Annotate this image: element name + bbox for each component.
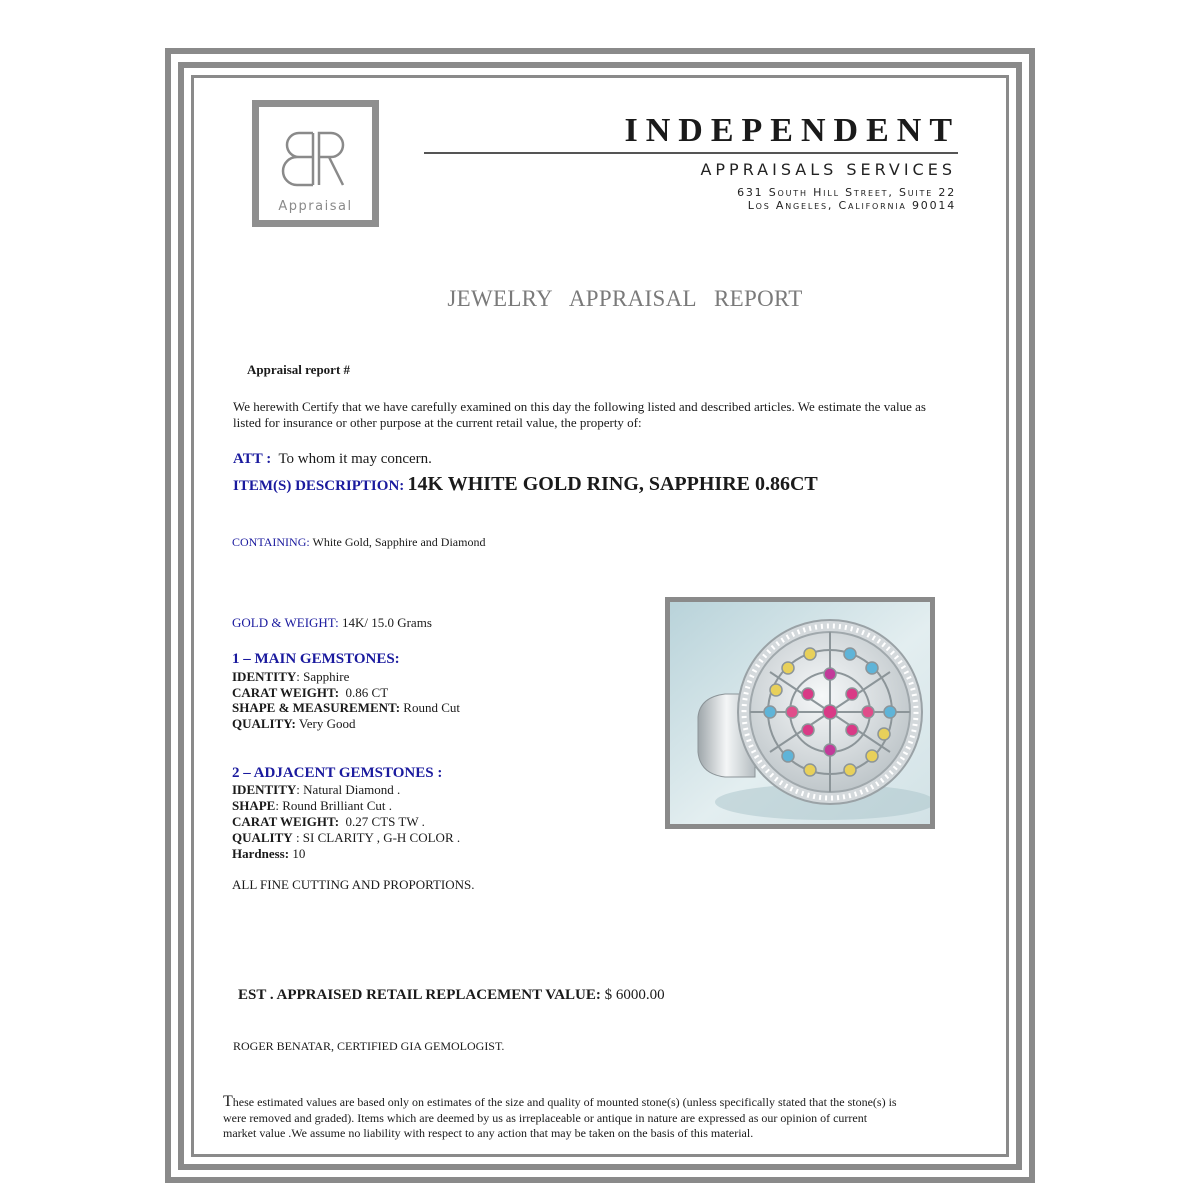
adjacent-quality-label: QUALITY — [232, 830, 293, 845]
br-monogram-icon — [279, 125, 353, 189]
ring-image — [670, 602, 930, 824]
main-shape-label: SHAPE & MEASUREMENT: — [232, 700, 401, 715]
address-line-2: Los Angeles, California 90014 — [747, 199, 956, 212]
main-shape-row — [232, 700, 460, 716]
appraised-value-row — [238, 987, 665, 1004]
appraised-value-label: EST . APPRAISED RETAIL REPLACEMENT VALUE: — [238, 987, 601, 1003]
fine-cutting-note: ALL FINE CUTTING AND PROPORTIONS. — [232, 877, 475, 892]
main-identity-value: : Sapphire — [296, 669, 350, 684]
adjacent-hardness-value: 10 — [292, 846, 306, 861]
main-identity-label: IDENTITY — [232, 669, 297, 684]
ring-photo — [665, 597, 935, 829]
disclaimer-drop-cap: T — [223, 1093, 233, 1110]
adjacent-identity-label: IDENTITY — [232, 782, 297, 797]
adjacent-identity-row — [232, 782, 400, 798]
adjacent-shape-label: SHAPE — [232, 798, 276, 813]
signatory: ROGER BENATAR, CERTIFIED GIA GEMOLOGIST. — [233, 1039, 505, 1053]
main-quality-value: Very Good — [298, 716, 356, 731]
main-quality-row — [232, 716, 356, 732]
adjacent-identity-value: : Natural Diamond . — [296, 782, 401, 797]
adjacent-quality-value: : SI CLARITY , G-H COLOR . — [295, 830, 461, 845]
main-quality-label: QUALITY: — [232, 716, 296, 731]
logo-caption: Appraisal — [278, 199, 353, 214]
item-description-value: 14K WHITE GOLD RING, SAPPHIRE 0.86CT — [407, 473, 818, 495]
adjacent-carat-row — [232, 814, 425, 830]
gold-weight-label: GOLD & WEIGHT: — [232, 615, 339, 630]
main-carat-value: 0.86 CT — [345, 685, 389, 700]
header-divider — [424, 152, 958, 154]
item-description-label: ITEM(S) DESCRIPTION: — [233, 478, 405, 494]
company-address — [600, 186, 956, 212]
main-gemstones-heading: 1 – MAIN GEMSTONES: — [232, 651, 400, 667]
adjacent-quality-row — [232, 830, 460, 846]
certify-line-2: listed for insurance or other purpose at the current retail value, the property of: — [233, 415, 642, 430]
att-row — [233, 451, 432, 468]
report-number-label: Appraisal report # — [247, 362, 351, 377]
main-carat-label: CARAT WEIGHT: — [232, 685, 340, 700]
att-label: ATT : — [233, 451, 272, 467]
adjacent-gemstones-heading: 2 – ADJACENT GEMSTONES : — [232, 765, 443, 781]
company-name: INDEPENDENT — [624, 112, 960, 149]
adjacent-hardness-row — [232, 846, 305, 862]
containing-value: White Gold, Sapphire and Diamond — [312, 535, 486, 549]
containing-row — [232, 535, 485, 550]
address-line-1: 631 South Hill Street, Suite 22 — [737, 186, 956, 199]
company-subtitle: APPRAISALS SERVICES — [700, 160, 956, 179]
main-identity-row — [232, 669, 349, 685]
disclaimer-line-1 — [223, 1093, 897, 1111]
adjacent-shape-value: : Round Brilliant Cut . — [275, 798, 392, 813]
main-carat-row — [232, 685, 388, 701]
item-description-row — [233, 473, 818, 496]
certify-line-1: We herewith Certify that we have carefully examined on this day the following listed and described articles. We estimate the value as — [233, 399, 926, 414]
adjacent-hardness-label: Hardness: — [232, 846, 290, 861]
att-value: To whom it may concern. — [278, 451, 432, 467]
adjacent-carat-value: 0.27 CTS TW . — [345, 814, 425, 829]
gold-weight-value: 14K/ 15.0 Grams — [341, 615, 432, 630]
disclaimer-line-1-text: hese estimated values are based only on estimates of the size and quality of mounted stone(s) (unless specifically stated that the stone(s) is — [232, 1095, 897, 1109]
disclaimer-line-3: market value .We assume no liability with respect to any action that may be taken on the basis of this material. — [223, 1126, 754, 1140]
containing-label: CONTAINING: — [232, 535, 310, 549]
report-title: JEWELRY APPRAISAL REPORT — [447, 286, 803, 311]
br-appraisal-logo — [252, 100, 379, 227]
main-shape-value: Round Cut — [403, 700, 461, 715]
adjacent-carat-label: CARAT WEIGHT: — [232, 814, 340, 829]
gold-weight-row — [232, 615, 432, 631]
adjacent-shape-row — [232, 798, 392, 814]
appraised-value-amount: $ 6000.00 — [604, 987, 665, 1003]
disclaimer-line-2: were removed and graded). Items which are deemed by us as irreplaceable or antique in nature are expressed as our opinion of current — [223, 1111, 868, 1125]
